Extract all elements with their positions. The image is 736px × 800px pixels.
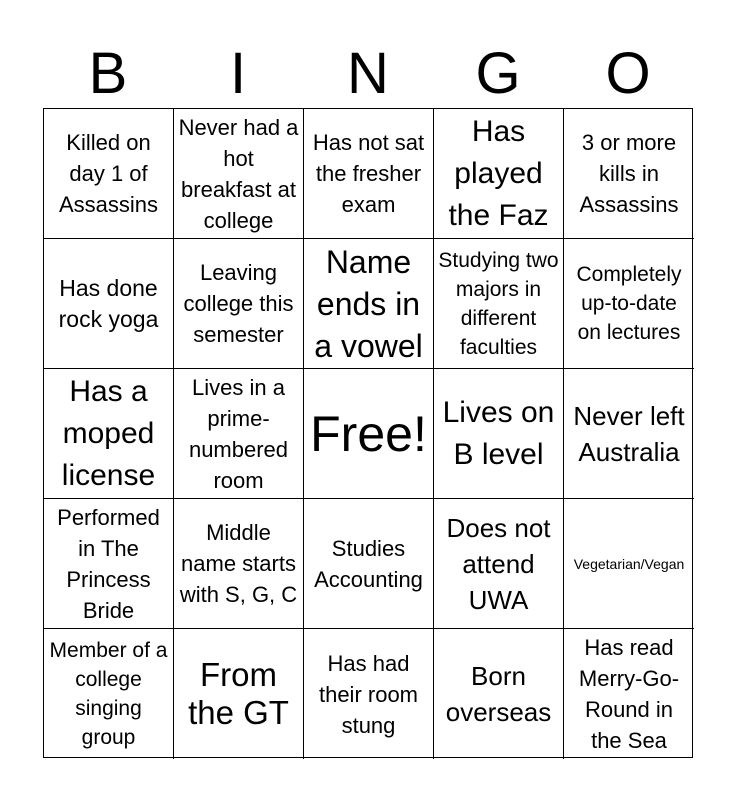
- bingo-cell[interactable]: [564, 499, 694, 629]
- bingo-cell[interactable]: [44, 369, 174, 499]
- bingo-cell[interactable]: [434, 369, 564, 499]
- cell-text: Has read Merry-Go-Round in the Sea: [578, 635, 680, 753]
- cell-text: Has played the Faz: [448, 114, 549, 232]
- bingo-cell[interactable]: [434, 499, 564, 629]
- bingo-cell[interactable]: [304, 109, 434, 239]
- bingo-cell[interactable]: [434, 239, 564, 369]
- bingo-cell[interactable]: [174, 109, 304, 239]
- bingo-cell[interactable]: [44, 629, 174, 759]
- cell-text: 3 or more kills in Assassins: [579, 130, 679, 217]
- cell-text: Name ends in a vowel: [314, 243, 423, 364]
- bingo-header: [43, 40, 693, 108]
- bingo-cell[interactable]: [304, 629, 434, 759]
- bingo-cell[interactable]: [44, 109, 174, 239]
- bingo-cell[interactable]: [174, 499, 304, 629]
- bingo-cell[interactable]: [44, 499, 174, 629]
- cell-text: Performed in The Princess Bride: [57, 504, 160, 623]
- cell-text: Middle name starts with S, G, C: [179, 520, 298, 607]
- cell-text: Has a moped license: [61, 374, 156, 492]
- bingo-cell[interactable]: [434, 629, 564, 759]
- cell-text: Does not attend UWA: [446, 512, 551, 615]
- bingo-cell[interactable]: [174, 369, 304, 499]
- bingo-board: [43, 108, 693, 758]
- bingo-cell[interactable]: [44, 239, 174, 369]
- bingo-cell[interactable]: [304, 239, 434, 369]
- cell-text: Has done rock yoga: [58, 274, 159, 332]
- bingo-cell[interactable]: [564, 239, 694, 369]
- cell-text: Has not sat the fresher exam: [312, 130, 425, 217]
- cell-text: Studies Accounting: [314, 535, 423, 592]
- cell-text: Studying two majors in different faculties: [438, 248, 559, 359]
- free-space-text: Free!: [310, 405, 427, 462]
- header-letter-i: I: [229, 41, 247, 106]
- bingo-cell[interactable]: [174, 239, 304, 369]
- cell-text: Never left Australia: [573, 400, 685, 467]
- cell-text: Has had their room stung: [318, 650, 419, 738]
- header-letter-n: N: [347, 41, 389, 106]
- bingo-cell[interactable]: [434, 109, 564, 239]
- bingo-cell[interactable]: [304, 499, 434, 629]
- header-letter-o: O: [605, 41, 651, 106]
- bingo-cell[interactable]: [564, 629, 694, 759]
- cell-text: Lives in a prime-numbered room: [188, 374, 289, 493]
- bingo-cell[interactable]: [564, 109, 694, 239]
- free-space-cell[interactable]: [304, 369, 434, 499]
- cell-text: Leaving college this semester: [183, 260, 294, 347]
- bingo-cell[interactable]: [564, 369, 694, 499]
- cell-text: Vegetarian/Vegan: [573, 555, 685, 572]
- cell-text: Born overseas: [445, 661, 552, 727]
- bingo-cell[interactable]: [174, 629, 304, 759]
- header-letter-b: B: [88, 41, 128, 106]
- cell-text: From the GT: [188, 656, 289, 731]
- cell-text: Completely up-to-date on lectures: [576, 263, 682, 344]
- cell-text: Member of a college singing group: [49, 639, 168, 749]
- header-letter-g: G: [475, 41, 521, 106]
- cell-text: Never had a hot breakfast at college: [178, 114, 299, 233]
- cell-text: Killed on day 1 of Assassins: [58, 130, 159, 217]
- cell-text: Lives on B level: [442, 395, 555, 471]
